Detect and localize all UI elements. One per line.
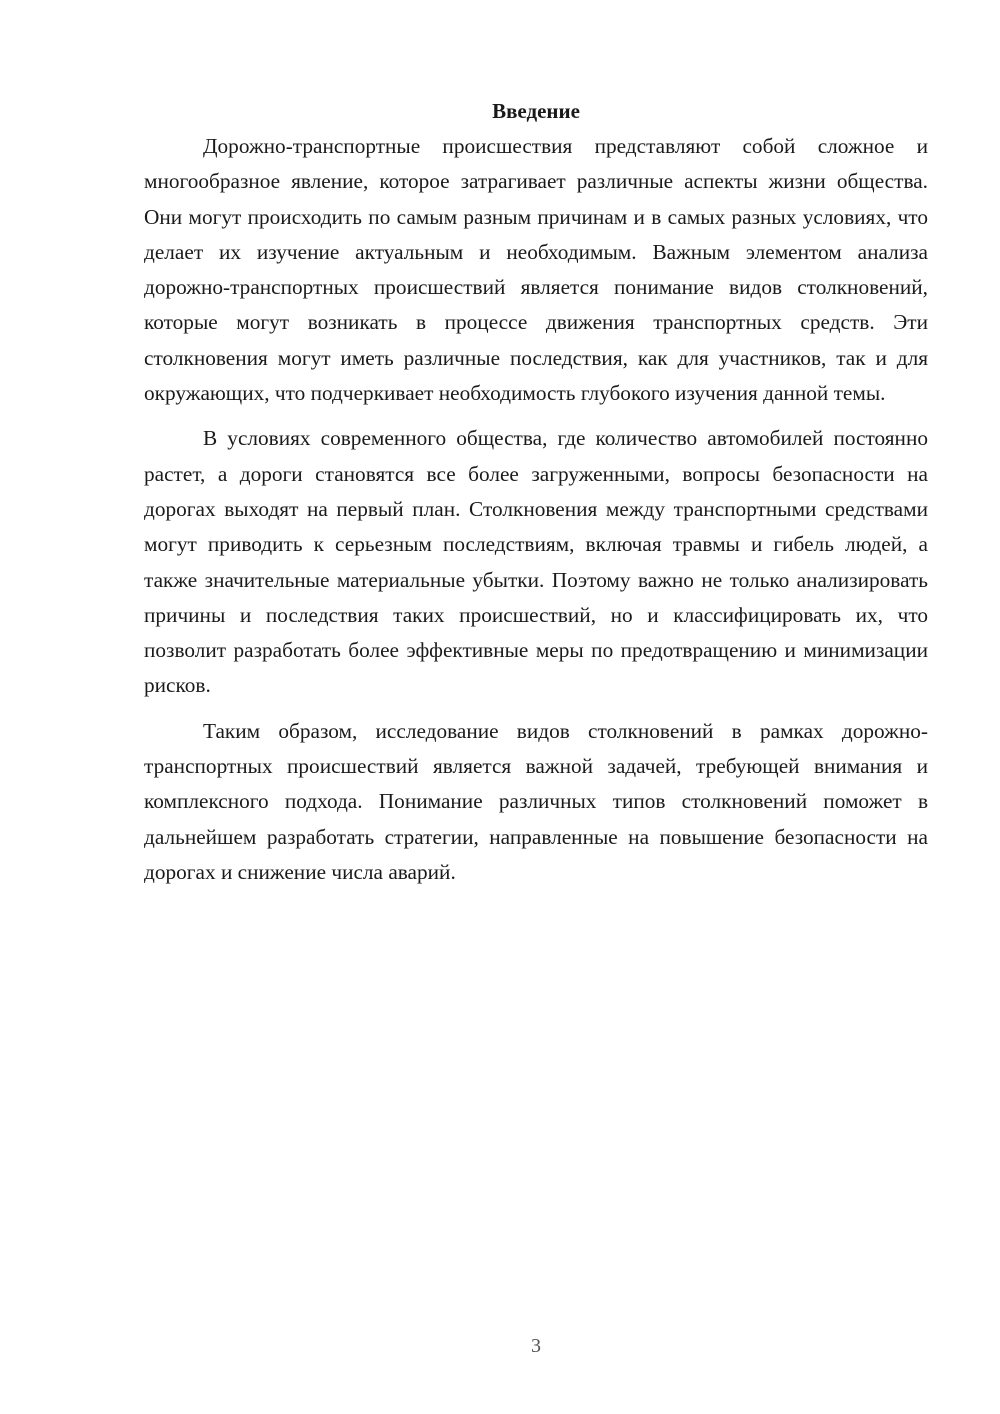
paragraph-2: В условиях современного общества, где количество автомобилей постоянно растет, а дороги становятся все более загруженными, вопросы безопасности на дорогах выходят на первый план. Столкновения между транспортными средствами могут приводить к серьезным последствиям, включая травмы и гибель людей, а также значительные материальные убытки. Поэтому важно не только анализировать причины и последствия таких происшествий, но и классифицировать их, что позволит разработать более эффективные меры по предотвращению и минимизации рисков. [144,426,928,698]
document-body [144,94,928,890]
page-number: 3 [531,1335,541,1357]
paragraph-3: Таким образом, исследование видов столкновений в рамках дорожно-транспортных происшествий является важной задачей, требующей внимания и комплексного подхода. Понимание различных типов столкновений поможет в дальнейшем разработать стратегии, направленные на повышение безопасности на дорогах и снижение числа аварий. [144,718,928,884]
section-heading: Введение [492,99,580,123]
paragraph-1: Дорожно-транспортные происшествия представляют собой сложное и многообразное явление, которое затрагивает различные аспекты жизни общества. Они могут происходить по самым разным причинам и в самых разных условиях, что делает их изучение актуальным и необходимым. Важным элементом анализа дорожно-транспортных происшествий является понимание видов столкновений, которые могут возникать в процессе движения транспортных средств. Эти столкновения могут иметь различные последствия, как для участников, так и для окружающих, что подчеркивает необходимость глубокого изучения данной темы. [144,134,928,406]
